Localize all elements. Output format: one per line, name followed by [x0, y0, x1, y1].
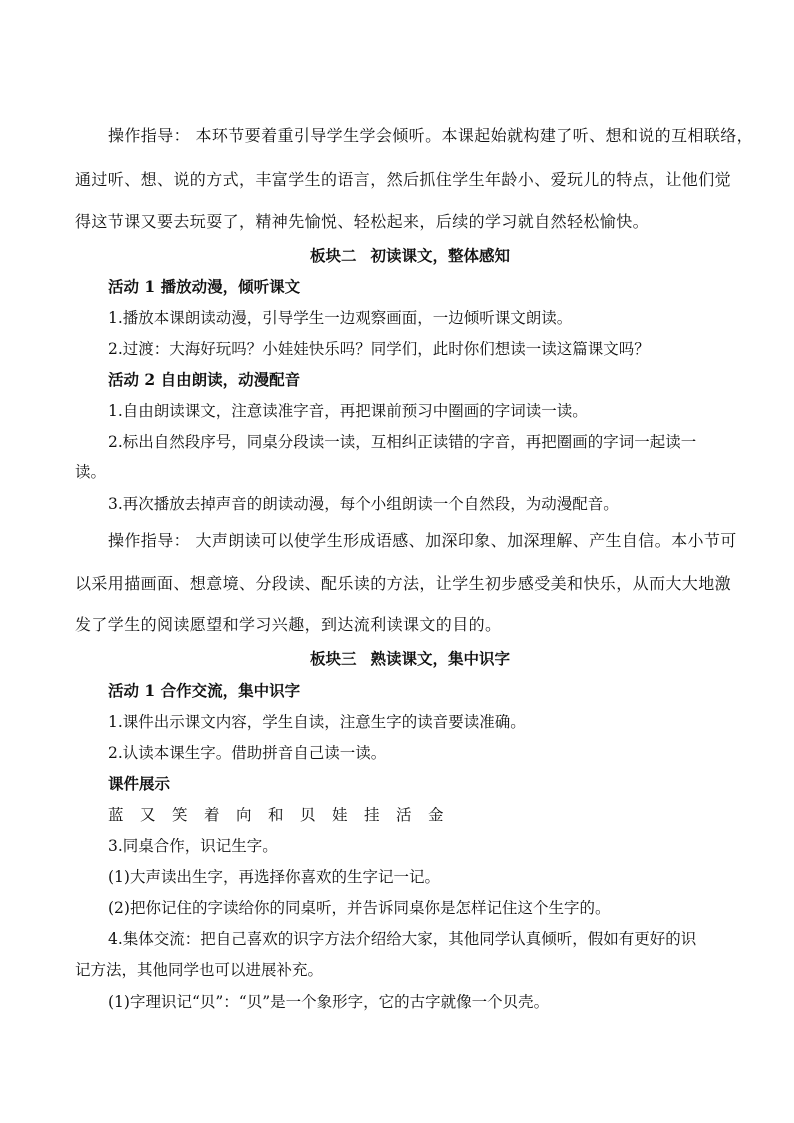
section-3-item-2: 2.认读本课生字。借助拼音自己读一读。 — [108, 744, 387, 762]
character: 贝 — [300, 806, 316, 824]
section-3-item-4-line-1: 4.集体交流：把自己喜欢的识字方法介绍给大家，其他同学认真倾听，假如有更好的识 — [108, 930, 697, 948]
section-3-item-1: 1.课件出示课文内容，学生自读，注意生字的读音要读准确。 — [108, 713, 526, 731]
character: 着 — [204, 806, 220, 824]
character: 金 — [428, 806, 444, 824]
section-3-sub-3: (1)字理识记“贝”：“贝”是一个象形字，它的古字就像一个贝壳。 — [108, 993, 550, 1011]
section-2-item-4-line-2: 读。 — [75, 463, 107, 481]
section-2-item-3: 1.自由朗读课文，注意读准字音，再把课前预习中圈画的字词读一读。 — [108, 402, 588, 420]
section-2-item-4-line-1: 2.标出自然段序号，同桌分段读一读，互相纠正读错的字音，再把圈画的字词一起读一 — [108, 433, 697, 451]
section-2-item-1: 1.播放本课朗读动漫，引导学生一边观察画面，一边倾听课文朗读。 — [108, 309, 573, 327]
section-3-item-3: 3.同桌合作，识记生字。 — [108, 837, 278, 855]
character: 挂 — [364, 806, 380, 824]
guide-paragraph-1-line-1: 操作指导： 本环节要着重引导学生学会倾听。本课起始就构建了听、想和说的互相联络， — [108, 126, 754, 145]
character: 笑 — [172, 806, 188, 824]
guide-paragraph-1-line-3: 得这节课又要去玩耍了，精神先愉悦、轻松起来，后续的学习就自然轻松愉快。 — [75, 212, 650, 231]
character: 活 — [396, 806, 412, 824]
section-2-activity-1: 活动 1 播放动漫，倾听课文 — [108, 277, 301, 296]
section-2-item-5: 3.再次播放去掉声音的朗读动漫，每个小组朗读一个自然段，为动漫配音。 — [108, 495, 619, 513]
section-3-sub-1: (1)大声读出生字，再选择你喜欢的生字记一记。 — [108, 868, 440, 886]
character: 和 — [268, 806, 284, 824]
courseware-label: 课件展示 — [108, 774, 171, 793]
character: 又 — [140, 806, 156, 824]
section-2-heading: 初读课文，整体感知 — [370, 246, 511, 265]
section-3-item-4-line-2: 记方法，其他同学也可以进展补充。 — [75, 961, 324, 979]
section-2-label: 板块二 — [309, 246, 357, 265]
section-3-sub-2: (2)把你记住的字读给你的同桌听，并告诉同桌你是怎样记住这个生字的。 — [108, 899, 611, 917]
guide-paragraph-1-line-2: 通过听、想、说的方式，丰富学生的语言，然后抓住学生年龄小、爱玩儿的特点，让他们觉 — [75, 170, 732, 189]
character: 向 — [236, 806, 252, 824]
guide-paragraph-2-line-2: 以采用描画面、想意境、分段读、配乐读的方法，让学生初步感受美和快乐，从而大大地激 — [75, 574, 732, 593]
section-3-activity-1: 活动 1 合作交流，集中识字 — [108, 681, 301, 700]
section-2-activity-2: 活动 2 自由朗读，动漫配音 — [108, 370, 301, 389]
character: 娃 — [332, 806, 348, 824]
section-3-heading: 熟读课文，集中识字 — [370, 649, 511, 668]
section-3-label: 板块三 — [309, 649, 357, 668]
section-2-title — [0, 246, 794, 266]
new-characters-row — [108, 805, 460, 825]
section-2-item-2: 2.过渡：大海好玩吗？小娃娃快乐吗？同学们，此时你们想读一读这篇课文吗？ — [108, 340, 650, 358]
character: 蓝 — [108, 806, 124, 824]
section-3-title — [0, 649, 794, 669]
guide-paragraph-2-line-1: 操作指导： 大声朗读可以使学生形成语感、加深印象、加深理解、产生自信。本小节可 — [108, 531, 737, 550]
guide-paragraph-2-line-3: 发了学生的阅读愿望和学习兴趣，到达流利读课文的目的。 — [75, 615, 502, 634]
